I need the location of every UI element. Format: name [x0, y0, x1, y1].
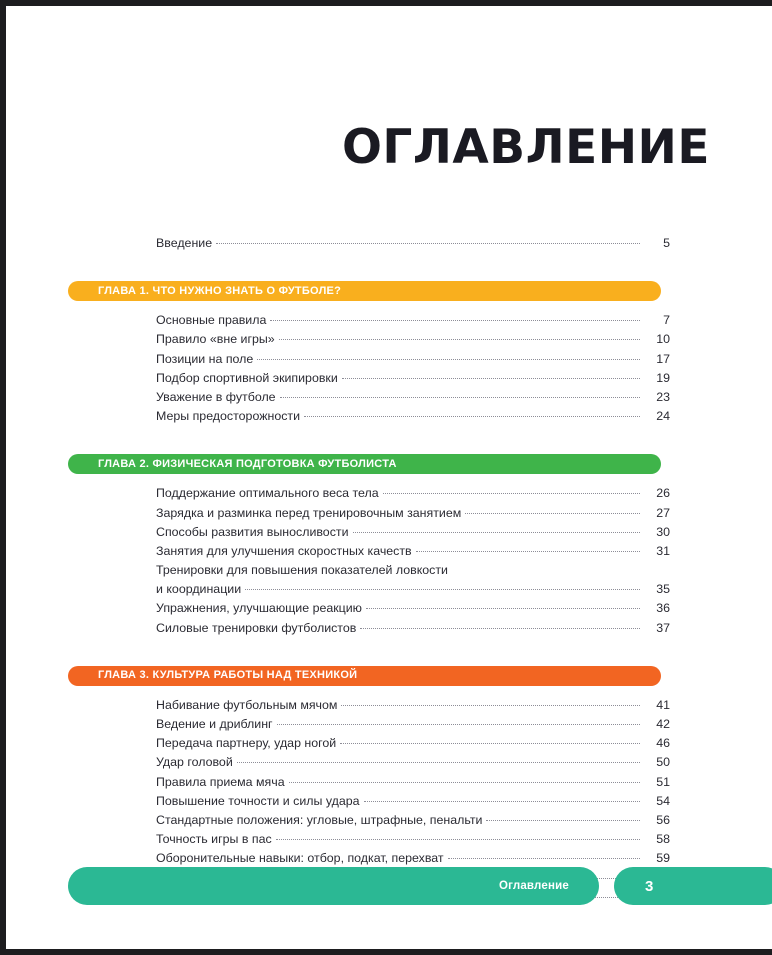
- dot-leader: [364, 801, 640, 802]
- toc-entry-page: 56: [656, 812, 670, 827]
- dot-leader: [486, 820, 640, 821]
- toc-entry-intro[interactable]: [68, 234, 670, 253]
- toc-entry[interactable]: [68, 388, 670, 407]
- toc-entry-page: 50: [656, 755, 670, 770]
- dot-leader: [360, 628, 640, 629]
- dot-leader: [340, 743, 640, 744]
- toc-entry-page: 35: [656, 582, 670, 597]
- chapter-entry-group: [68, 484, 670, 638]
- toc-entry-page: 5: [663, 236, 670, 250]
- toc-entry-label: Ведение и дриблинг: [156, 717, 273, 731]
- toc-entry-label: Позиции на поле: [156, 351, 254, 366]
- toc-entry-label: Упражнения, улучшающие реакцию: [156, 601, 362, 616]
- dot-leader: [465, 513, 640, 514]
- chapter-heading-bar[interactable]: [68, 666, 661, 686]
- toc-entry[interactable]: [68, 734, 670, 753]
- chapter-heading-bar[interactable]: [68, 454, 661, 474]
- chapter-list: [68, 281, 670, 907]
- footer-page-number: 3: [645, 877, 654, 895]
- toc-entry[interactable]: [68, 715, 670, 734]
- dot-leader: [279, 339, 640, 340]
- toc-entry[interactable]: [68, 369, 670, 388]
- dot-leader: [383, 493, 640, 494]
- table-of-contents: [68, 234, 670, 907]
- page-title-container: [341, 120, 710, 175]
- toc-entry[interactable]: [68, 753, 670, 772]
- toc-entry-label: Правило «вне игры»: [156, 332, 275, 347]
- toc-entry[interactable]: [68, 561, 670, 580]
- toc-entry[interactable]: [68, 330, 670, 349]
- dot-leader: [257, 359, 640, 360]
- chapter-entry-group: [68, 311, 670, 426]
- footer-page-pill: [614, 867, 772, 905]
- toc-entry-page: 51: [656, 774, 670, 789]
- toc-entry-label: Стандартные положения: угловые, штрафные, пенальти: [156, 812, 483, 827]
- footer-label-bar: [68, 867, 599, 905]
- dot-leader: [341, 705, 640, 706]
- toc-entry-page: 23: [656, 389, 670, 404]
- dot-leader: [280, 397, 640, 398]
- dot-leader: [342, 378, 640, 379]
- dot-leader: [289, 782, 640, 783]
- dot-leader: [448, 858, 640, 859]
- toc-entry-page: 26: [656, 486, 670, 501]
- toc-entry[interactable]: [68, 599, 670, 618]
- toc-entry-label: Тренировки для повышения показателей ловкости: [156, 563, 448, 578]
- dot-leader: [353, 532, 641, 533]
- toc-entry[interactable]: [68, 811, 670, 830]
- chapter-heading-label: ГЛАВА 3. КУЛЬТУРА РАБОТЫ НАД ТЕХНИКОЙ: [98, 669, 358, 682]
- toc-entry-label: Повышение точности и силы удара: [156, 793, 360, 808]
- toc-entry-label: Зарядка и разминка перед тренировочным занятием: [156, 505, 462, 520]
- chapter-heading-label: ГЛАВА 1. ЧТО НУЖНО ЗНАТЬ О ФУТБОЛЕ?: [98, 284, 342, 297]
- toc-entry-label: и координации: [156, 582, 242, 597]
- dot-leader: [304, 416, 640, 417]
- toc-entry[interactable]: [68, 311, 670, 330]
- toc-entry-label: Силовые тренировки футболистов: [156, 620, 357, 635]
- toc-entry-page: 7: [663, 313, 670, 328]
- toc-entry-label: Правила приема мяча: [156, 774, 285, 789]
- toc-entry[interactable]: [68, 484, 670, 503]
- toc-entry[interactable]: [68, 350, 670, 369]
- toc-entry-label: Занятия для улучшения скоростных качеств: [156, 543, 412, 558]
- toc-entry-page: 27: [656, 505, 670, 520]
- toc-entry-page: 17: [656, 351, 670, 366]
- toc-entry[interactable]: [68, 523, 670, 542]
- dot-leader: [270, 320, 640, 321]
- toc-entry-label: Уважение в футболе: [156, 389, 276, 404]
- toc-entry-label: Удар головой: [156, 755, 233, 770]
- chapter-heading-bar[interactable]: [68, 281, 661, 301]
- toc-entry-label: Способы развития выносливости: [156, 524, 349, 539]
- toc-entry-label: Поддержание оптимального веса тела: [156, 486, 379, 501]
- toc-entry-page: 46: [656, 736, 670, 751]
- toc-entry-page: 30: [656, 524, 670, 539]
- dot-leader: [416, 551, 640, 552]
- toc-entry-page: 31: [656, 543, 670, 558]
- toc-entry-page: 41: [656, 697, 670, 712]
- toc-entry[interactable]: [68, 619, 670, 638]
- dot-leader: [277, 724, 640, 725]
- toc-entry[interactable]: [68, 773, 670, 792]
- toc-entry-page: 19: [656, 370, 670, 385]
- toc-entry-label: Основные правила: [156, 313, 267, 328]
- toc-entry-page: 37: [656, 620, 670, 635]
- toc-entry[interactable]: [68, 830, 670, 849]
- dot-leader: [237, 762, 640, 763]
- toc-entry-label: Передача партнеру, удар ногой: [156, 736, 337, 751]
- toc-entry[interactable]: [68, 849, 670, 868]
- toc-entry-page: 36: [656, 601, 670, 616]
- toc-entry-page: 24: [656, 409, 670, 424]
- toc-entry-page: 54: [656, 793, 670, 808]
- toc-entry[interactable]: [68, 542, 670, 561]
- toc-entry-label: Меры предосторожности: [156, 409, 301, 424]
- toc-entry[interactable]: [68, 792, 670, 811]
- dot-leader: [245, 589, 640, 590]
- toc-entry-label: Точность игры в пас: [156, 832, 272, 847]
- toc-entry-label: Оборонительные навыки: отбор, подкат, перехват: [156, 851, 444, 866]
- toc-entry[interactable]: [68, 696, 670, 715]
- footer-label: Оглавление: [498, 880, 569, 892]
- toc-entry-page: 59: [656, 851, 670, 866]
- toc-entry-label: Введение: [156, 236, 213, 250]
- dot-leader: [216, 243, 640, 244]
- page-footer: [68, 867, 772, 905]
- toc-entry[interactable]: [68, 580, 670, 599]
- page-title: ОГЛАВЛЕНИЕ: [341, 120, 710, 175]
- toc-entry-label: Набивание футбольным мячом: [156, 697, 338, 712]
- toc-entry-label: Подбор спортивной экипировки: [156, 370, 338, 385]
- toc-entry-page: 42: [656, 717, 670, 731]
- toc-entry-page: 10: [656, 332, 670, 347]
- toc-entry[interactable]: [68, 504, 670, 523]
- toc-entry[interactable]: [68, 407, 670, 426]
- dot-leader: [366, 608, 640, 609]
- toc-entry-page: 58: [656, 832, 670, 847]
- chapter-heading-label: ГЛАВА 2. ФИЗИЧЕСКАЯ ПОДГОТОВКА ФУТБОЛИСТА: [98, 457, 397, 470]
- dot-leader: [276, 839, 640, 840]
